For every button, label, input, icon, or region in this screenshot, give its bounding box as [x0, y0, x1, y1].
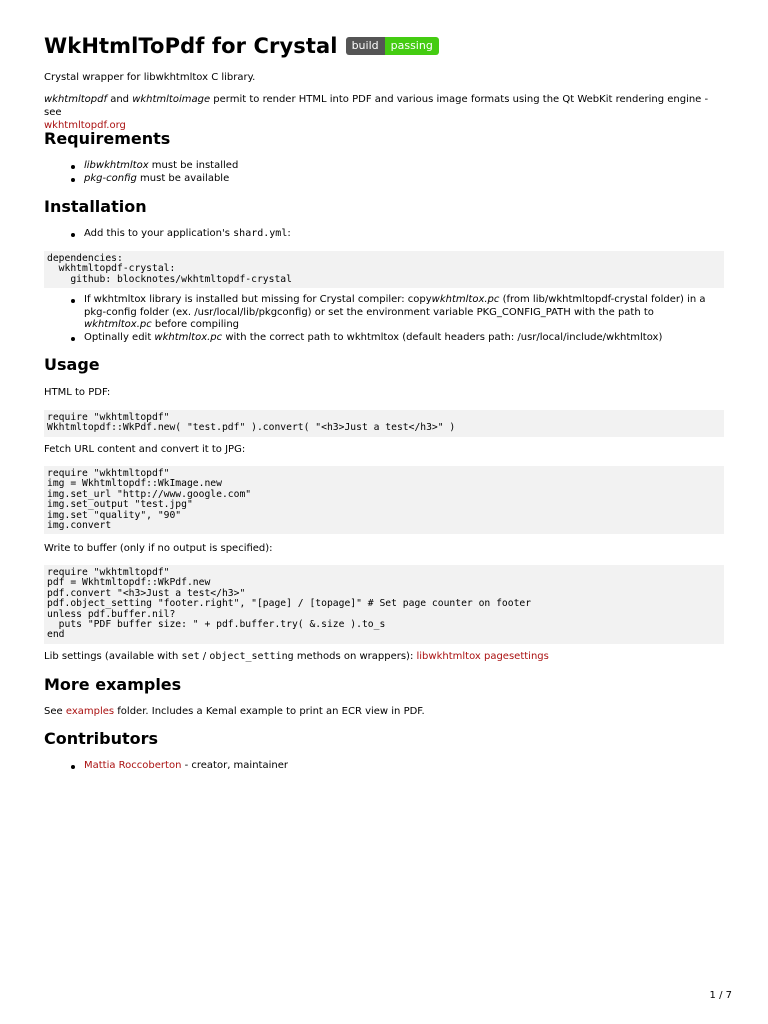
- install-step-text: Add this to your application's: [84, 228, 234, 239]
- lib-settings-text: Lib settings (available with: [44, 651, 182, 662]
- set-code: set: [181, 651, 200, 662]
- lib-settings-sep: /: [199, 651, 210, 662]
- list-item: [84, 173, 724, 186]
- intro-text: Crystal wrapper for libwkhtmltox C library.: [44, 72, 256, 83]
- requirement-text: must be available: [136, 172, 230, 184]
- contributors-heading: Contributors: [44, 729, 159, 748]
- wkhtmltopdf-em: wkhtmltopdf: [44, 94, 108, 105]
- note-em: wkhtmltox.pc: [431, 294, 500, 305]
- code-block-dependencies: dependencies: wkhtmltopdf-crystal: github: blocknotes/wkhtmltopdf-crystal: [44, 251, 724, 288]
- lib-settings-text: methods on wrappers):: [293, 651, 417, 662]
- note-text: Optinally edit: [84, 331, 155, 343]
- description-paragraph: [44, 93, 724, 132]
- usage-heading: Usage: [44, 355, 100, 374]
- requirements-list: [44, 160, 724, 185]
- usage-fetch-url: Fetch URL content and convert it to JPG:: [44, 444, 246, 455]
- requirement-text: must be installed: [148, 160, 239, 171]
- badge-status: passing: [385, 37, 439, 55]
- build-status-badge[interactable]: [346, 37, 439, 55]
- shard-yml-code: shard.yml: [233, 228, 288, 239]
- contributor-role: - creator, maintainer: [181, 760, 288, 771]
- code-block-html-to-pdf: require "wkhtmltopdf" Wkhtmltopdf::WkPdf.new( "test.pdf" ).convert( "<h3>Just a test</h3>" ): [44, 410, 724, 437]
- more-examples-heading: More examples: [44, 675, 182, 694]
- note-text: before compiling: [151, 319, 239, 330]
- list-item: [84, 294, 724, 332]
- code-block-fetch-url: require "wkhtmltopdf" img = Wkhtmltopdf::WkImage.new img.set_url "http://www.google.com" img.set_output "test.jpg" img.set "quality", "90" img.convert: [44, 466, 724, 534]
- note-text: If wkhtmltox library is installed but missing for Crystal compiler: copy: [84, 294, 432, 305]
- examples-paragraph: [44, 705, 724, 718]
- requirement-name: libwkhtmltox: [84, 160, 149, 171]
- wkhtmltoimage-em: wkhtmltoimage: [132, 94, 211, 105]
- code-block-buffer: require "wkhtmltopdf" pdf = Wkhtmltopdf::WkPdf.new pdf.convert "<h3>Just a test</h3>" pdf.object_setting "footer.right", "[page] / [topage]" # Set page counter on footer unless pdf.buffer.nil? puts "PDF buffer size: " + pdf.buffer.try( &.size ).to_s end: [44, 565, 724, 644]
- note-text: with the correct path to wkhtmltox (default headers path: /usr/local/include/wkhtmltox): [222, 331, 663, 343]
- badge-label: build: [346, 37, 385, 55]
- desc-rest: permit to render HTML into PDF and various image formats using the Qt WebKit rendering engine - see: [44, 94, 709, 118]
- page-number: 1 / 7: [709, 990, 732, 1001]
- note-text: (from lib/wkhtmltopdf-crystal folder) in a pkg-config folder (ex. /usr/local/lib/pkgconfig) or set the environment variable PKG_CONFIG_PATH with the path to: [84, 294, 706, 318]
- pagesettings-link[interactable]: libwkhtmltox pagesettings: [416, 651, 549, 662]
- object-setting-code: object_setting: [209, 651, 294, 662]
- installation-heading: Installation: [44, 197, 147, 216]
- examples-link[interactable]: examples: [65, 706, 115, 717]
- list-item: [84, 332, 724, 345]
- installation-list: [44, 228, 724, 241]
- title-row: [44, 33, 439, 59]
- page-title: WkHtmlToPdf for Crystal: [44, 34, 338, 58]
- installation-notes-list: [44, 294, 724, 344]
- wkhtmltopdf-org-link[interactable]: wkhtmltopdf.org: [44, 120, 126, 131]
- note-em: wkhtmltox.pc: [154, 331, 223, 343]
- usage-html-to-pdf: HTML to PDF:: [44, 387, 111, 398]
- list-item: [84, 760, 724, 773]
- usage-write-buffer: Write to buffer (only if no output is specified):: [44, 543, 273, 554]
- requirement-name: pkg-config: [84, 172, 137, 184]
- lib-settings-paragraph: [44, 650, 724, 663]
- examples-text: See: [44, 706, 66, 717]
- requirements-heading: Requirements: [44, 129, 171, 148]
- contributors-list: [44, 760, 724, 773]
- examples-text: folder. Includes a Kemal example to print an ECR view in PDF.: [114, 706, 425, 717]
- install-step-colon: :: [287, 228, 291, 239]
- list-item: [84, 160, 724, 173]
- note-em: wkhtmltox.pc: [84, 319, 152, 330]
- list-item: [84, 228, 724, 241]
- desc-and: and: [107, 94, 133, 105]
- contributor-link[interactable]: Mattia Roccoberton: [84, 760, 182, 771]
